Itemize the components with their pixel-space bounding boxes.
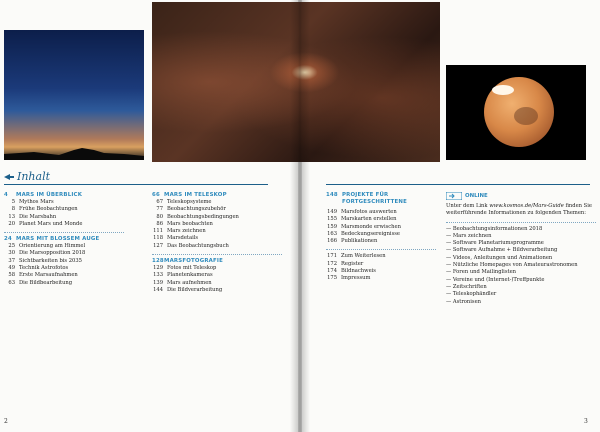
toc-entry[interactable]: 149 Marsfotos auswerten [327,209,397,215]
online-topic: — Zeitschriften [446,283,487,290]
online-topic: — Foren und Mailinglisten [446,269,516,276]
online-topic: — Nützliche Homepages von Amateurastronomen [446,262,578,269]
online-heading: ONLINE [446,192,596,200]
toc-entry[interactable]: 63 Die Bildbearbeitung [8,279,73,286]
toc-entry[interactable]: 37 Sichtbarkeiten bis 2035 [8,257,82,264]
section-heading: 66 MARS IM TELESKOP [152,192,227,198]
online-topic: — Videos, Anleitungen und Animationen [446,254,553,261]
toc-entry[interactable]: 13 Die Marsbahn [8,213,57,220]
toc-entry[interactable]: 30 Die Marsopposition 2018 [8,250,86,257]
contents-title: Inhalt [17,170,51,183]
online-flag-icon [446,192,462,200]
online-topic: — Vereine und (Internet-)Treffpunkte [446,276,545,283]
mars-planet [484,77,554,147]
section-heading: 4 MARS IM ÜBERBLICK [4,192,83,198]
toc-entry[interactable]: 77 Beobachtungszubehör [156,206,226,213]
book-gutter [290,0,310,432]
toc-entry[interactable]: 86 Mars beobachten [156,220,213,227]
section-divider [152,254,282,255]
page-number-left: 2 [4,418,8,425]
toc-entry[interactable]: 129 Fotos mit Teleskop [153,265,217,272]
online-topic: — Astronisen [446,298,482,305]
section-divider [326,249,436,250]
section-heading: 148 PROJEKTE FÜR FORTGESCHRITTENE [326,192,408,205]
online-intro: Unter dem Link www.kosmos.de/Mars-Guide finden Sie weiterführende Informationen zu folgenden Themen: [446,203,592,217]
page-number-right: 3 [584,418,588,425]
arrow-icon [4,173,14,181]
toc-column-2 [152,192,282,294]
mars-photo [446,65,586,160]
toc-entry[interactable]: 5 Mythos Mars [11,199,54,205]
toc-entry[interactable]: 67 Teleskopsysteme [156,199,212,205]
toc-entry[interactable]: 49 Technik Astrofotos [8,265,69,272]
contents-heading [4,170,50,183]
toc-entry[interactable]: 127 Das Beobachtungsbuch [153,242,229,249]
toc-entry[interactable]: 172 Register [327,260,364,267]
section-divider [4,232,124,233]
toc-entry[interactable]: 25 Orientierung am Himmel [8,243,86,250]
night-sky-photo [4,30,144,160]
header-rule-right [326,184,590,185]
hill-silhouette [4,146,144,160]
online-topic: — Teleskophändler [446,291,497,298]
toc-entry[interactable]: 166 Publikationen [327,238,378,245]
toc-entry[interactable]: 174 Bildnachweis [327,268,376,275]
toc-entry[interactable]: 175 Impressum [327,275,371,282]
toc-entry[interactable]: 8 Frühe Beobachtungen [11,206,78,213]
toc-column-3 [326,192,436,283]
toc-entry[interactable]: 58 Erste Marsaufnahmen [8,272,78,279]
online-topic: — Mars zeichnen [446,232,492,239]
section-heading: 24 MARS MIT BLOSSEM AUGE [4,236,100,243]
toc-entry[interactable]: 80 Beobachtungsbedingungen [156,213,239,220]
online-topic: — Beobachtungsinformationen 2018 [446,225,543,232]
toc-entry[interactable]: 118 Marsdetails [153,235,199,242]
online-topic: — Software Aufnahme + Bildverarbeitung [446,247,558,254]
online-divider [446,222,596,223]
toc-entry[interactable]: 144 Die Bildverarbeitung [153,286,223,293]
toc-entry[interactable]: 171 Zum Weiterlesen [327,253,386,260]
online-box [446,192,596,306]
toc-entry[interactable]: 133 Planetenkameras [153,272,213,279]
toc-entry[interactable]: 155 Marskarten erstellen [327,216,397,223]
toc-entry[interactable]: 163 Bedeckungsereignisse [327,230,400,237]
toc-entry[interactable]: 139 Mars aufnehmen [153,279,212,286]
toc-column-1 [4,192,124,287]
header-rule [4,184,268,185]
online-topic: — Software Planetariumsprogramme [446,240,544,247]
toc-entry[interactable]: 111 Mars zeichnen [153,228,206,235]
online-link[interactable]: www.kosmos.de/Mars-Guide [489,203,564,209]
toc-entry[interactable]: 159 Marsmonde erwischen [327,223,401,230]
toc-entry[interactable]: 20 Planet Mars und Monde [8,220,83,227]
section-heading: 128 MARSFOTOGRAFIE [152,258,224,265]
